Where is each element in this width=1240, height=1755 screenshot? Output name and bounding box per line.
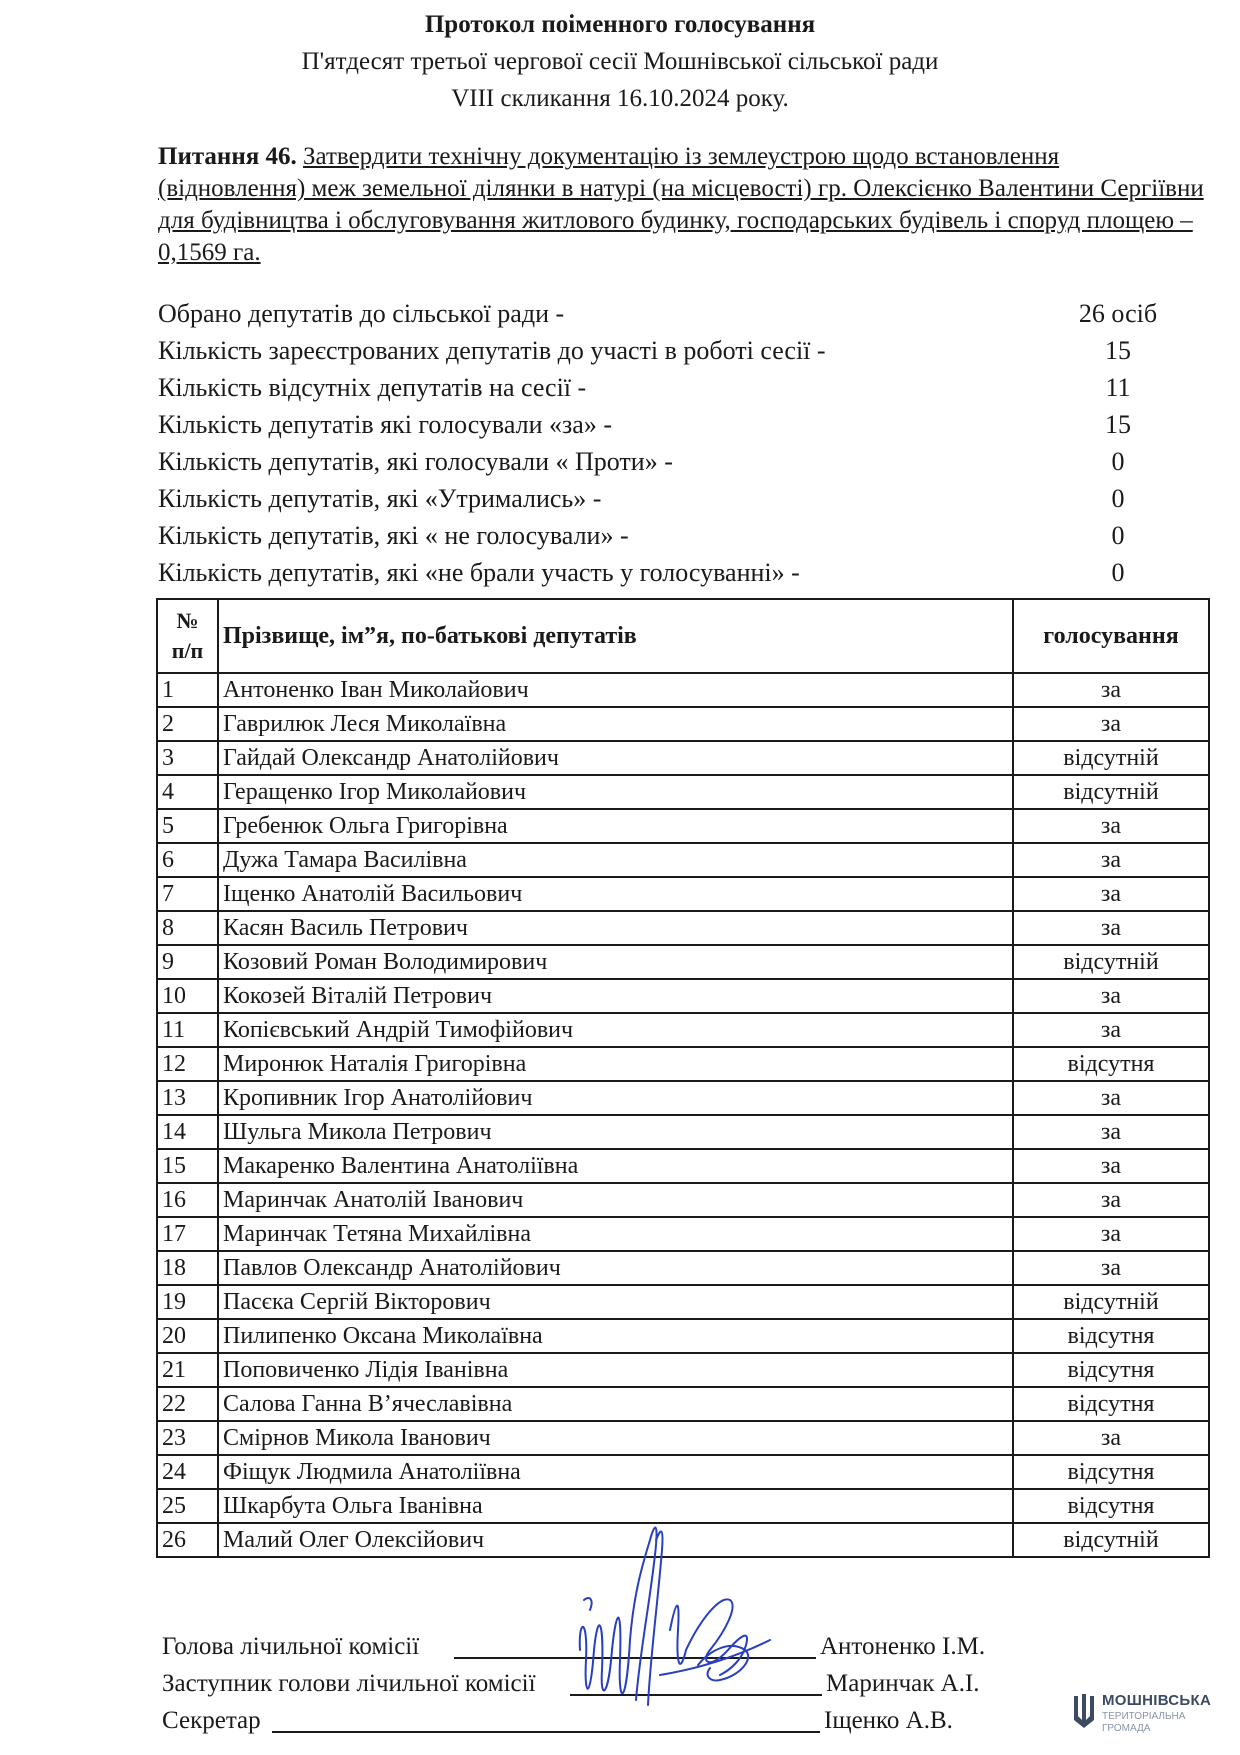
deputy-vote: за bbox=[1013, 1115, 1209, 1149]
deputy-name: Іщенко Анатолій Васильович bbox=[218, 877, 1013, 911]
deputy-vote: за bbox=[1013, 843, 1209, 877]
stat-label: Обрано депутатів до сільської ради - bbox=[158, 299, 565, 328]
deputy-number: 23 bbox=[157, 1421, 218, 1455]
column-header-number-line2: п/п bbox=[171, 638, 204, 663]
stat-not-voted bbox=[158, 518, 1198, 554]
stat-value: 15 bbox=[1105, 336, 1131, 365]
deputy-number: 1 bbox=[157, 673, 218, 707]
stat-label: Кількість депутатів, які «не брали участь у голосуванні» - bbox=[158, 558, 800, 587]
deputy-name: Маринчак Тетяна Михайлівна bbox=[218, 1217, 1013, 1251]
deputy-number: 14 bbox=[157, 1115, 218, 1149]
deputy-vote: за bbox=[1013, 1081, 1209, 1115]
stat-value: 26 осіб bbox=[1078, 299, 1158, 328]
deputy-number: 17 bbox=[157, 1217, 218, 1251]
deputy-name: Шульга Микола Петрович bbox=[218, 1115, 1013, 1149]
stat-elected bbox=[158, 296, 1198, 332]
voting-table bbox=[156, 598, 1210, 1558]
deputy-name: Макаренко Валентина Анатоліївна bbox=[218, 1149, 1013, 1183]
deputy-number: 4 bbox=[157, 775, 218, 809]
deputy-number: 13 bbox=[157, 1081, 218, 1115]
table-row bbox=[157, 979, 1209, 1013]
stat-label: Кількість депутатів, які «Утримались» - bbox=[158, 484, 602, 513]
deputy-number: 20 bbox=[157, 1319, 218, 1353]
deputy-name: Антоненко Іван Миколайович bbox=[218, 673, 1013, 707]
deputy-name: Малий Олег Олексійович bbox=[218, 1523, 1013, 1557]
table-row bbox=[157, 809, 1209, 843]
deputy-number: 19 bbox=[157, 1285, 218, 1319]
stat-label: Кількість відсутніх депутатів на сесії - bbox=[158, 373, 587, 402]
convocation-date: VIII скликання 16.10.2024 року. bbox=[451, 85, 789, 112]
column-header-vote: голосування bbox=[1013, 599, 1209, 673]
logo-name: МОШНІВСЬКА bbox=[1102, 1692, 1212, 1709]
deputy-name: Павлов Олександр Анатолійович bbox=[218, 1251, 1013, 1285]
stat-voted-against bbox=[158, 444, 1198, 480]
deputy-number: 24 bbox=[157, 1455, 218, 1489]
deputy-vote: відсутня bbox=[1013, 1319, 1209, 1353]
deputy-name: Копієвський Андрій Тимофійович bbox=[218, 1013, 1013, 1047]
session-title: П'ятдесят третьої чергової сесії Мошнівської сільської ради bbox=[301, 48, 939, 75]
stat-not-participated bbox=[158, 555, 1198, 591]
signature-underline bbox=[272, 1731, 820, 1733]
deputy-vote: за bbox=[1013, 1013, 1209, 1047]
deputy-number: 25 bbox=[157, 1489, 218, 1523]
stat-absent bbox=[158, 370, 1198, 406]
deputy-vote: відсутній bbox=[1013, 1285, 1209, 1319]
table-row bbox=[157, 1149, 1209, 1183]
deputy-vote: за bbox=[1013, 911, 1209, 945]
deputy-number: 8 bbox=[157, 911, 218, 945]
stat-label: Кількість депутатів, які « не голосували» - bbox=[158, 521, 629, 550]
deputy-number: 16 bbox=[157, 1183, 218, 1217]
deputy-vote: відсутня bbox=[1013, 1353, 1209, 1387]
column-header-number bbox=[157, 599, 218, 673]
column-header-name: Прізвище, ім”я, по-батькові депутатів bbox=[218, 599, 1013, 673]
table-row bbox=[157, 843, 1209, 877]
deputy-number: 9 bbox=[157, 945, 218, 979]
table-row bbox=[157, 707, 1209, 741]
table-row bbox=[157, 1217, 1209, 1251]
deputy-name: Геращенко Ігор Миколайович bbox=[218, 775, 1013, 809]
deputy-number: 3 bbox=[157, 741, 218, 775]
table-row bbox=[157, 945, 1209, 979]
stat-label: Кількість депутатів, які голосували « Проти» - bbox=[158, 447, 673, 476]
deputy-vote: за bbox=[1013, 1149, 1209, 1183]
deputy-number: 5 bbox=[157, 809, 218, 843]
handwritten-signature bbox=[560, 1500, 800, 1720]
deputy-vote: відсутня bbox=[1013, 1047, 1209, 1081]
deputy-name: Дужа Тамара Василівна bbox=[218, 843, 1013, 877]
table-row bbox=[157, 1455, 1209, 1489]
deputy-name: Маринчак Анатолій Іванович bbox=[218, 1183, 1013, 1217]
deputy-name: Смірнов Микола Іванович bbox=[218, 1421, 1013, 1455]
deputy-name: Фіщук Людмила Анатоліївна bbox=[218, 1455, 1013, 1489]
signature-name: Антоненко І.М. bbox=[820, 1633, 986, 1660]
stat-registered bbox=[158, 333, 1198, 369]
deputy-name: Кропивник Ігор Анатолійович bbox=[218, 1081, 1013, 1115]
deputy-name: Гребенюк Ольга Григорівна bbox=[218, 809, 1013, 843]
table-row bbox=[157, 1115, 1209, 1149]
stat-value: 15 bbox=[1105, 410, 1131, 439]
deputy-vote: відсутній bbox=[1013, 741, 1209, 775]
signature-name: Маринчак А.І. bbox=[826, 1670, 980, 1697]
signature-role: Секретар bbox=[162, 1707, 261, 1734]
deputy-name: Кокозей Віталій Петрович bbox=[218, 979, 1013, 1013]
question-text: Затвердити технічну документацію із землеустрою щодо встановлення (відновлення) меж земельної ділянки в натурі (на місцевості) гр. Олексієнко Валентини Сергіївни для будівництва і обслуговування житлового будинку, господарських будівель і споруд площею – 0,1569 га. bbox=[158, 143, 1204, 266]
deputy-name: Пасєка Сергій Вікторович bbox=[218, 1285, 1013, 1319]
deputy-vote: за bbox=[1013, 1251, 1209, 1285]
table-row bbox=[157, 775, 1209, 809]
question-label: Питання 46. bbox=[158, 143, 297, 170]
stat-voted-for bbox=[158, 407, 1198, 443]
deputy-number: 7 bbox=[157, 877, 218, 911]
trident-icon bbox=[1072, 1692, 1096, 1732]
table-row bbox=[157, 1319, 1209, 1353]
column-header-number-line1: № bbox=[176, 608, 199, 633]
signature-role: Заступник голови лічильної комісії bbox=[162, 1670, 536, 1697]
deputy-vote: відсутня bbox=[1013, 1455, 1209, 1489]
deputy-vote: за bbox=[1013, 1421, 1209, 1455]
deputy-number: 15 bbox=[157, 1149, 218, 1183]
deputy-number: 2 bbox=[157, 707, 218, 741]
deputy-vote: за bbox=[1013, 809, 1209, 843]
stat-value: 11 bbox=[1105, 373, 1131, 402]
table-row bbox=[157, 1387, 1209, 1421]
protocol-title: Протокол поіменного голосування bbox=[424, 11, 816, 38]
deputy-name: Салова Ганна В’ячеславівна bbox=[218, 1387, 1013, 1421]
logo-subtitle-1: ТЕРИТОРІАЛЬНА bbox=[1102, 1711, 1186, 1722]
deputy-name: Пилипенко Оксана Миколаївна bbox=[218, 1319, 1013, 1353]
stat-value: 0 bbox=[1111, 447, 1125, 476]
deputy-name: Миронюк Наталія Григорівна bbox=[218, 1047, 1013, 1081]
logo-subtitle-2: ГРОМАДА bbox=[1102, 1723, 1151, 1734]
deputy-number: 21 bbox=[157, 1353, 218, 1387]
deputy-name: Касян Василь Петрович bbox=[218, 911, 1013, 945]
deputy-number: 22 bbox=[157, 1387, 218, 1421]
table-row bbox=[157, 911, 1209, 945]
table-row bbox=[157, 1421, 1209, 1455]
deputy-name: Шкарбута Ольга Іванівна bbox=[218, 1489, 1013, 1523]
deputy-vote: за bbox=[1013, 1217, 1209, 1251]
deputy-vote: за bbox=[1013, 707, 1209, 741]
deputy-number: 10 bbox=[157, 979, 218, 1013]
table-row bbox=[157, 1251, 1209, 1285]
table-row bbox=[157, 673, 1209, 707]
deputy-vote: за bbox=[1013, 673, 1209, 707]
deputy-vote: відсутня bbox=[1013, 1387, 1209, 1421]
deputy-vote: за bbox=[1013, 979, 1209, 1013]
table-row bbox=[157, 877, 1209, 911]
table-header-row bbox=[157, 599, 1209, 673]
deputy-name: Гайдай Олександр Анатолійович bbox=[218, 741, 1013, 775]
stat-abstained bbox=[158, 481, 1198, 517]
table-row bbox=[157, 1285, 1209, 1319]
deputy-vote: відсутній bbox=[1013, 775, 1209, 809]
community-logo bbox=[1072, 1688, 1232, 1740]
deputy-name: Козовий Роман Володимирович bbox=[218, 945, 1013, 979]
deputy-number: 11 bbox=[157, 1013, 218, 1047]
deputy-vote: відсутня bbox=[1013, 1489, 1209, 1523]
signature-name: Іщенко А.В. bbox=[824, 1707, 953, 1734]
agenda-question bbox=[158, 141, 1208, 269]
stat-label: Кількість депутатів які голосували «за» - bbox=[158, 410, 612, 439]
deputy-vote: відсутній bbox=[1013, 945, 1209, 979]
table-row bbox=[157, 1047, 1209, 1081]
table-row bbox=[157, 741, 1209, 775]
stat-value: 0 bbox=[1111, 484, 1125, 513]
table-row bbox=[157, 1183, 1209, 1217]
stat-value: 0 bbox=[1111, 521, 1125, 550]
stat-label: Кількість зареєстрованих депутатів до участі в роботі сесії - bbox=[158, 336, 826, 365]
deputy-number: 26 bbox=[157, 1523, 218, 1557]
deputy-vote: за bbox=[1013, 877, 1209, 911]
deputy-number: 6 bbox=[157, 843, 218, 877]
deputy-vote: відсутній bbox=[1013, 1523, 1209, 1557]
signature-role: Голова лічильної комісії bbox=[162, 1633, 420, 1660]
deputy-name: Поповиченко Лідія Іванівна bbox=[218, 1353, 1013, 1387]
deputy-number: 12 bbox=[157, 1047, 218, 1081]
table-row bbox=[157, 1353, 1209, 1387]
deputy-name: Гаврилюк Леся Миколаївна bbox=[218, 707, 1013, 741]
stat-value: 0 bbox=[1111, 558, 1125, 587]
deputy-number: 18 bbox=[157, 1251, 218, 1285]
deputy-vote: за bbox=[1013, 1183, 1209, 1217]
table-row bbox=[157, 1013, 1209, 1047]
table-row bbox=[157, 1081, 1209, 1115]
